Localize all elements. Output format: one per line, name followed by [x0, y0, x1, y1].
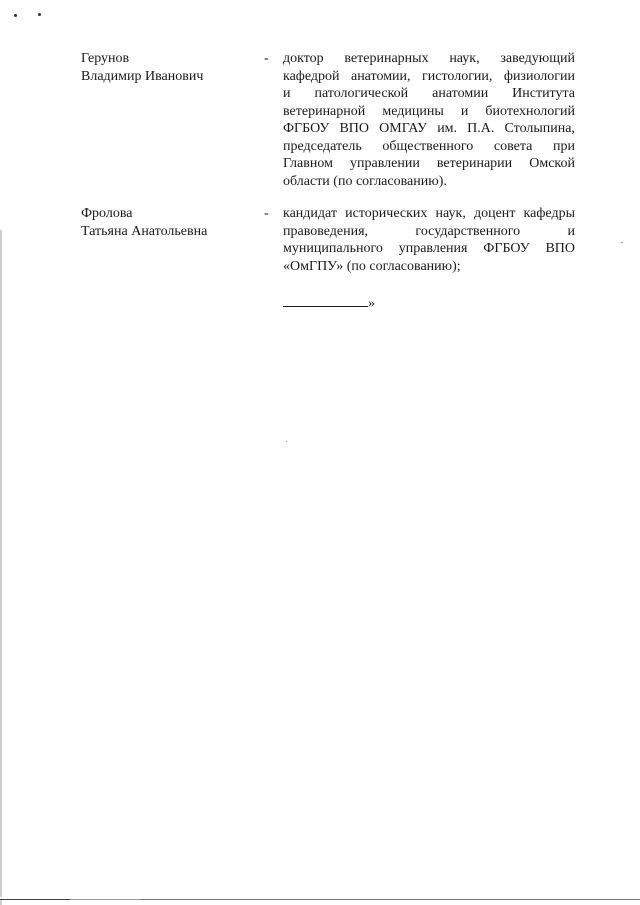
member-surname: Фролова — [81, 206, 133, 221]
member-given-names: Татьяна Анатольевна — [81, 223, 208, 239]
description-line: муниципального управления ФГБОУ ВПО — [283, 241, 575, 256]
member-description — [283, 50, 575, 190]
scan-bottom-edge — [0, 897, 640, 905]
description-line: кафедрой анатомии, гистологии, физиологии — [283, 68, 575, 84]
entry-dash: - — [264, 206, 269, 221]
closing-mark — [283, 292, 375, 313]
description-line: «ОмГПУ» (по согласованию); — [283, 258, 461, 274]
description-line: Главном управлении ветеринарии Омской — [283, 156, 575, 171]
description-line: правоведения, государственного и — [283, 223, 575, 239]
scan-left-edge — [0, 0, 2, 905]
scan-speck — [621, 242, 623, 243]
member-name — [81, 50, 251, 85]
scan-speck — [14, 14, 17, 17]
member-name — [81, 205, 251, 240]
description-line: кандидат исторических наук, доцент кафедры — [283, 206, 575, 221]
closing-quote: » — [368, 296, 375, 311]
description-line: ветеринарной медицины и биотехнологий — [283, 103, 575, 119]
description-line: ФГБОУ ВПО ОМГАУ им. П.А. Столыпина, — [283, 121, 575, 136]
scan-speck — [286, 441, 287, 442]
member-surname: Герунов — [81, 51, 130, 66]
signature-underline — [283, 292, 368, 307]
entry-dash: - — [264, 51, 269, 66]
description-line: доктор ветеринарных наук, заведующий — [283, 51, 575, 66]
description-line: и патологической анатомии Института — [283, 86, 575, 101]
scan-speck — [38, 13, 41, 16]
member-description — [283, 205, 575, 275]
member-given-names: Владимир Иванович — [81, 68, 204, 84]
description-line: области (по согласованию). — [283, 173, 447, 189]
description-line: председатель общественного совета при — [283, 138, 575, 154]
